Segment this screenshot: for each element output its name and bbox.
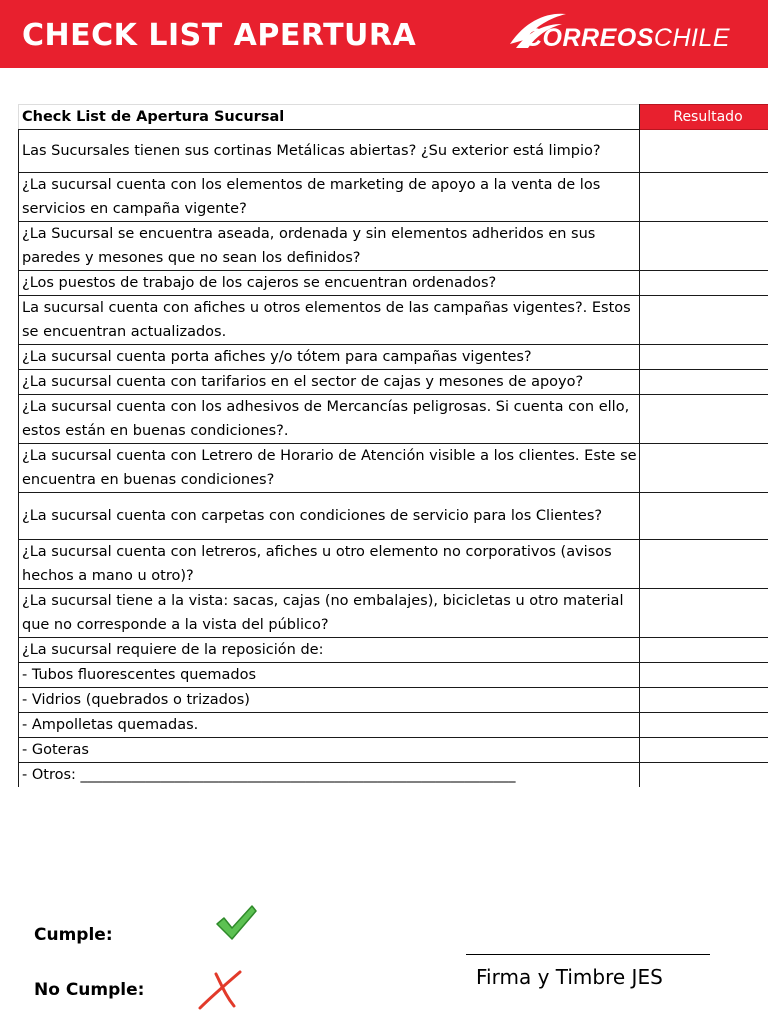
table-row <box>19 296 768 345</box>
question-text: ¿La sucursal cuenta con tarifarios en el sector de cajas y mesones de apoyo? <box>19 370 640 395</box>
logo-text <box>524 24 730 53</box>
table-row <box>19 763 768 788</box>
table-row <box>19 130 768 173</box>
result-cell[interactable] <box>640 173 768 222</box>
question-text: La sucursal cuenta con afiches u otros elementos de las campañas vigentes?. Estos se encuentran actualizados. <box>19 296 640 345</box>
page-header <box>0 0 768 68</box>
check-icon <box>214 902 258 942</box>
result-cell[interactable] <box>640 638 768 663</box>
question-text: ¿La sucursal cuenta con los elementos de marketing de apoyo a la venta de los servicios en campaña vigente? <box>19 173 640 222</box>
signature-label: Firma y Timbre JES <box>476 965 663 989</box>
result-cell[interactable] <box>640 130 768 173</box>
table-row <box>19 173 768 222</box>
table-row <box>19 688 768 713</box>
question-text: ¿La sucursal cuenta con letreros, afiches u otro elemento no corporativos (avisos hechos a mano u otro)? <box>19 540 640 589</box>
question-text: - Goteras <box>19 738 640 763</box>
question-text: ¿Los puestos de trabajo de los cajeros se encuentran ordenados? <box>19 271 640 296</box>
question-text: ¿La sucursal tiene a la vista: sacas, cajas (no embalajes), bicicletas u otro material que no corresponde a la vista del público? <box>19 589 640 638</box>
table-row <box>19 370 768 395</box>
correos-chile-logo <box>506 10 756 62</box>
table-row <box>19 713 768 738</box>
checklist-table <box>18 104 768 787</box>
result-cell[interactable] <box>640 713 768 738</box>
no-cumple-label: No Cumple: <box>34 980 145 1000</box>
question-text: ¿La sucursal cuenta con Letrero de Horario de Atención visible a los clientes. Este se encuentra en buenas condiciones? <box>19 444 640 493</box>
table-row <box>19 222 768 271</box>
table-row <box>19 589 768 638</box>
cross-icon <box>196 968 244 1012</box>
logo-text-part2: CHILE <box>653 24 731 52</box>
result-column-header: Resultado <box>640 105 768 130</box>
table-row <box>19 493 768 540</box>
table-title: Check List de Apertura Sucursal <box>19 105 640 130</box>
question-text: ¿La sucursal cuenta con los adhesivos de Mercancías peligrosas. Si cuenta con ello, estos están en buenas condiciones?. <box>19 395 640 444</box>
question-text: ¿La Sucursal se encuentra aseada, ordenada y sin elementos adheridos en sus paredes y mesones que no sean los definidos? <box>19 222 640 271</box>
result-cell[interactable] <box>640 345 768 370</box>
table-row <box>19 663 768 688</box>
result-cell[interactable] <box>640 589 768 638</box>
question-text: - Otros: ____________________________________________________________ <box>19 763 640 788</box>
table-row <box>19 395 768 444</box>
page-title: CHECK LIST APERTURA <box>22 18 417 53</box>
question-text: - Ampolletas quemadas. <box>19 713 640 738</box>
question-text: Las Sucursales tienen sus cortinas Metálicas abiertas? ¿Su exterior está limpio? <box>19 130 640 173</box>
cumple-label: Cumple: <box>34 925 113 945</box>
result-cell[interactable] <box>640 763 768 788</box>
result-cell[interactable] <box>640 296 768 345</box>
question-text: ¿La sucursal requiere de la reposición de: <box>19 638 640 663</box>
result-cell[interactable] <box>640 540 768 589</box>
question-text: - Tubos fluorescentes quemados <box>19 663 640 688</box>
table-header-row <box>19 105 768 130</box>
table-row <box>19 638 768 663</box>
result-cell[interactable] <box>640 688 768 713</box>
table-row <box>19 444 768 493</box>
logo-text-part1: CORREOS <box>524 24 654 52</box>
signature-line <box>466 954 710 955</box>
question-text: ¿La sucursal cuenta porta afiches y/o tótem para campañas vigentes? <box>19 345 640 370</box>
question-text: - Vidrios (quebrados o trizados) <box>19 688 640 713</box>
result-cell[interactable] <box>640 395 768 444</box>
table-row <box>19 345 768 370</box>
table-row <box>19 738 768 763</box>
result-cell[interactable] <box>640 370 768 395</box>
result-cell[interactable] <box>640 222 768 271</box>
result-cell[interactable] <box>640 738 768 763</box>
result-cell[interactable] <box>640 271 768 296</box>
question-text: ¿La sucursal cuenta con carpetas con condiciones de servicio para los Clientes? <box>19 493 640 540</box>
table-row <box>19 540 768 589</box>
result-cell[interactable] <box>640 663 768 688</box>
result-cell[interactable] <box>640 493 768 540</box>
table-row <box>19 271 768 296</box>
result-cell[interactable] <box>640 444 768 493</box>
